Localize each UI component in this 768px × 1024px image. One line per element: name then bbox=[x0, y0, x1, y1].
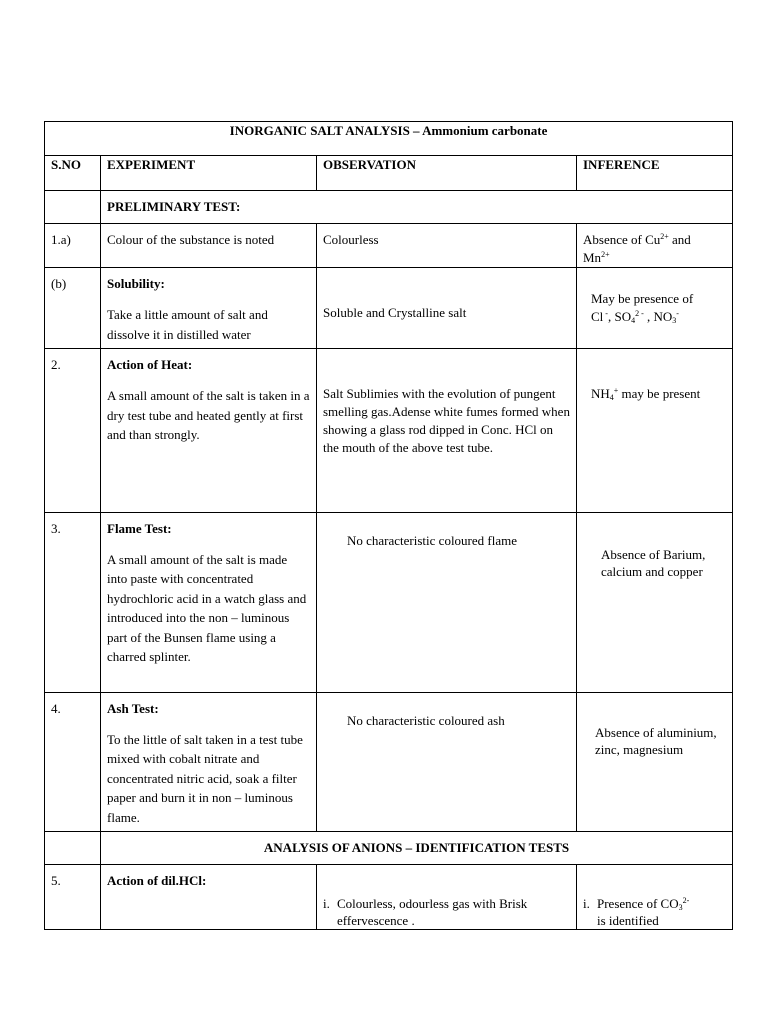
table-row bbox=[45, 224, 733, 268]
ion-text: Presence of CO bbox=[597, 896, 679, 911]
inference-text bbox=[597, 895, 689, 929]
ion-subscript: 4 bbox=[609, 393, 614, 402]
header-sno: S.NO bbox=[45, 156, 101, 191]
salt-analysis-table bbox=[44, 121, 733, 930]
preliminary-sno-cell bbox=[45, 191, 101, 224]
row-inference bbox=[577, 224, 733, 268]
document-title: INORGANIC SALT ANALYSIS – Ammonium carbonate bbox=[45, 122, 733, 156]
anions-row bbox=[45, 832, 733, 865]
inference-text: May be presence of bbox=[591, 291, 694, 306]
row-experiment bbox=[101, 693, 317, 832]
experiment-heading: Solubility: bbox=[107, 276, 165, 291]
row-observation bbox=[317, 865, 577, 930]
table-row bbox=[45, 349, 733, 513]
charge-superscript: - bbox=[603, 309, 608, 318]
charge-superscript: - bbox=[676, 309, 679, 318]
experiment-heading: Action of dil.HCl: bbox=[107, 873, 207, 888]
row-observation: No characteristic coloured flame bbox=[317, 513, 577, 693]
list-number: i. bbox=[323, 896, 330, 911]
row-inference: Absence of aluminium, zinc, magnesium bbox=[577, 693, 733, 832]
table-row bbox=[45, 693, 733, 832]
header-inference: INFERENCE bbox=[577, 156, 733, 191]
table-row bbox=[45, 268, 733, 349]
row-experiment bbox=[101, 865, 317, 930]
inference-text: and bbox=[668, 232, 691, 247]
anions-sno-cell bbox=[45, 832, 101, 865]
experiment-heading: Flame Test: bbox=[107, 521, 172, 536]
row-inference bbox=[577, 349, 733, 513]
observation-text: Colourless, odourless gas with Brisk effervescence . bbox=[337, 896, 528, 928]
table-row bbox=[45, 865, 733, 930]
header-observation: OBSERVATION bbox=[317, 156, 577, 191]
row-experiment bbox=[101, 349, 317, 513]
experiment-heading: Action of Heat: bbox=[107, 357, 193, 372]
experiment-text: Take a little amount of salt and dissolve it in distilled water bbox=[107, 307, 268, 342]
charge-superscript: 2 - bbox=[635, 309, 644, 318]
ion-text: , NO bbox=[643, 309, 673, 324]
inference-text: may be present bbox=[618, 386, 701, 401]
row-inference: Absence of Barium, calcium and copper bbox=[577, 513, 733, 693]
inference-text: Absence of Cu bbox=[583, 232, 661, 247]
charge-superscript: 2+ bbox=[601, 250, 610, 259]
row-sno: 4. bbox=[45, 693, 101, 832]
row-observation: Soluble and Crystalline salt bbox=[317, 268, 577, 349]
ion-subscript: 3 bbox=[672, 316, 677, 325]
charge-superscript: + bbox=[613, 386, 619, 395]
header-row bbox=[45, 156, 733, 191]
ion-subscript: 3 bbox=[678, 903, 683, 912]
row-sno: 2. bbox=[45, 349, 101, 513]
experiment-text: A small amount of the salt is taken in a dry test tube and heated gently at first and than strongly. bbox=[107, 388, 310, 442]
charge-superscript: 2+ bbox=[660, 232, 669, 241]
row-experiment: Colour of the substance is noted bbox=[101, 224, 317, 268]
ion-text: Cl bbox=[591, 309, 604, 324]
charge-superscript: 2- bbox=[682, 896, 690, 905]
row-inference bbox=[577, 268, 733, 349]
row-sno: (b) bbox=[45, 268, 101, 349]
row-sno: 5. bbox=[45, 865, 101, 930]
preliminary-heading: PRELIMINARY TEST: bbox=[101, 191, 733, 224]
title-row bbox=[45, 122, 733, 156]
row-inference bbox=[577, 865, 733, 930]
row-observation: Colourless bbox=[317, 224, 577, 268]
list-item bbox=[323, 895, 570, 929]
ion-text: , SO bbox=[607, 309, 632, 324]
ion-subscript: 4 bbox=[631, 316, 636, 325]
row-observation: Salt Sublimies with the evolution of pungent smelling gas.Adense white fumes formed when showing a glass rod dipped in Conc. HCl on the mouth of the above test tube. bbox=[317, 349, 577, 513]
row-observation: No characteristic coloured ash bbox=[317, 693, 577, 832]
inference-text: is identified bbox=[597, 913, 659, 928]
inference-text: Mn bbox=[583, 250, 602, 265]
anions-heading: ANALYSIS OF ANIONS – IDENTIFICATION TESTS bbox=[101, 832, 733, 865]
row-sno: 1.a) bbox=[45, 224, 101, 268]
preliminary-row bbox=[45, 191, 733, 224]
header-experiment: EXPERIMENT bbox=[101, 156, 317, 191]
list-item bbox=[583, 895, 726, 929]
experiment-text: To the little of salt taken in a test tube mixed with cobalt nitrate and concentrated nitric acid, soak a filter paper and burn it in non – luminous flame. bbox=[107, 732, 303, 825]
row-experiment bbox=[101, 268, 317, 349]
list-number: i. bbox=[583, 896, 590, 911]
experiment-heading: Ash Test: bbox=[107, 701, 159, 716]
experiment-text: A small amount of the salt is made into paste with concentrated hydrochloric acid in a watch glass and introduced into the non – luminous part of the Bunsen flame using a charred splinter. bbox=[107, 552, 307, 665]
inference-text: NH bbox=[591, 386, 610, 401]
table-row bbox=[45, 513, 733, 693]
row-sno: 3. bbox=[45, 513, 101, 693]
row-experiment bbox=[101, 513, 317, 693]
